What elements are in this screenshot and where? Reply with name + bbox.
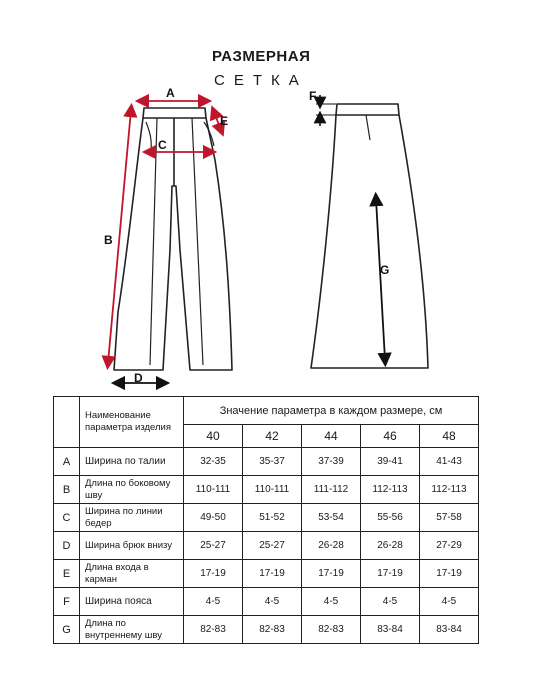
row-name: Длина входа в карман	[80, 560, 184, 588]
row-value: 4-5	[361, 588, 420, 616]
row-name: Ширина по линии бедер	[80, 504, 184, 532]
row-letter: A	[54, 448, 80, 476]
back-g-arrow	[376, 199, 385, 360]
row-name: Ширина по талии	[80, 448, 184, 476]
row-value: 82-83	[302, 616, 361, 644]
row-value: 17-19	[361, 560, 420, 588]
title-sub: СЕТКА	[214, 72, 308, 89]
row-letter: B	[54, 476, 80, 504]
row-value: 110-111	[184, 476, 243, 504]
size-40: 40	[184, 425, 243, 448]
row-value: 17-19	[420, 560, 479, 588]
row-value: 17-19	[302, 560, 361, 588]
title-main: РАЗМЕРНАЯ	[212, 48, 311, 65]
row-letter: C	[54, 504, 80, 532]
row-value: 17-19	[184, 560, 243, 588]
row-value: 26-28	[302, 532, 361, 560]
row-value: 110-111	[243, 476, 302, 504]
row-value: 26-28	[361, 532, 420, 560]
row-value: 55-56	[361, 504, 420, 532]
row-letter: D	[54, 532, 80, 560]
row-value: 51-52	[243, 504, 302, 532]
size-42: 42	[243, 425, 302, 448]
row-value: 53-54	[302, 504, 361, 532]
row-value: 17-19	[243, 560, 302, 588]
row-value: 37-39	[302, 448, 361, 476]
label-b: B	[104, 233, 113, 247]
row-value: 82-83	[243, 616, 302, 644]
row-value: 57-58	[420, 504, 479, 532]
row-value: 39-41	[361, 448, 420, 476]
row-value: 111-112	[302, 476, 361, 504]
back-f-arrows	[316, 95, 336, 126]
size-48: 48	[420, 425, 479, 448]
label-a: A	[166, 86, 175, 100]
row-value: 49-50	[184, 504, 243, 532]
row-value: 41-43	[420, 448, 479, 476]
label-e: E	[220, 114, 229, 128]
row-value: 112-113	[420, 476, 479, 504]
table-row	[54, 448, 479, 476]
row-value: 25-27	[184, 532, 243, 560]
table-row	[54, 476, 479, 504]
row-value: 25-27	[243, 532, 302, 560]
back-trousers-outline	[311, 104, 428, 368]
header-param-cell: Наименование параметра изделия	[80, 397, 184, 448]
label-c: C	[158, 138, 167, 152]
row-letter: E	[54, 560, 80, 588]
table-row	[54, 532, 479, 560]
row-value: 27-29	[420, 532, 479, 560]
row-value: 4-5	[302, 588, 361, 616]
label-d: D	[134, 371, 143, 385]
label-f: F	[309, 89, 317, 103]
row-value: 82-83	[184, 616, 243, 644]
table-row	[54, 616, 479, 644]
row-name: Длина по внутреннему шву	[80, 616, 184, 644]
row-value: 32-35	[184, 448, 243, 476]
size-44: 44	[302, 425, 361, 448]
row-name: Длина по боковому шву	[80, 476, 184, 504]
row-letter: F	[54, 588, 80, 616]
row-value: 4-5	[243, 588, 302, 616]
size-46: 46	[361, 425, 420, 448]
table-row	[54, 588, 479, 616]
row-value: 112-113	[361, 476, 420, 504]
row-name: Ширина пояса	[80, 588, 184, 616]
label-g: G	[380, 263, 390, 277]
row-name: Ширина брюк внизу	[80, 532, 184, 560]
table-row	[54, 560, 479, 588]
row-value: 83-84	[361, 616, 420, 644]
row-letter: G	[54, 616, 80, 644]
table-row	[54, 504, 479, 532]
header-empty-cell	[54, 397, 80, 448]
row-value: 35-37	[243, 448, 302, 476]
row-value: 4-5	[184, 588, 243, 616]
row-value: 4-5	[420, 588, 479, 616]
size-table	[53, 396, 479, 644]
header-value-cell: Значение параметра в каждом размере, см	[184, 397, 479, 425]
front-trousers-outline	[114, 108, 232, 370]
row-value: 83-84	[420, 616, 479, 644]
